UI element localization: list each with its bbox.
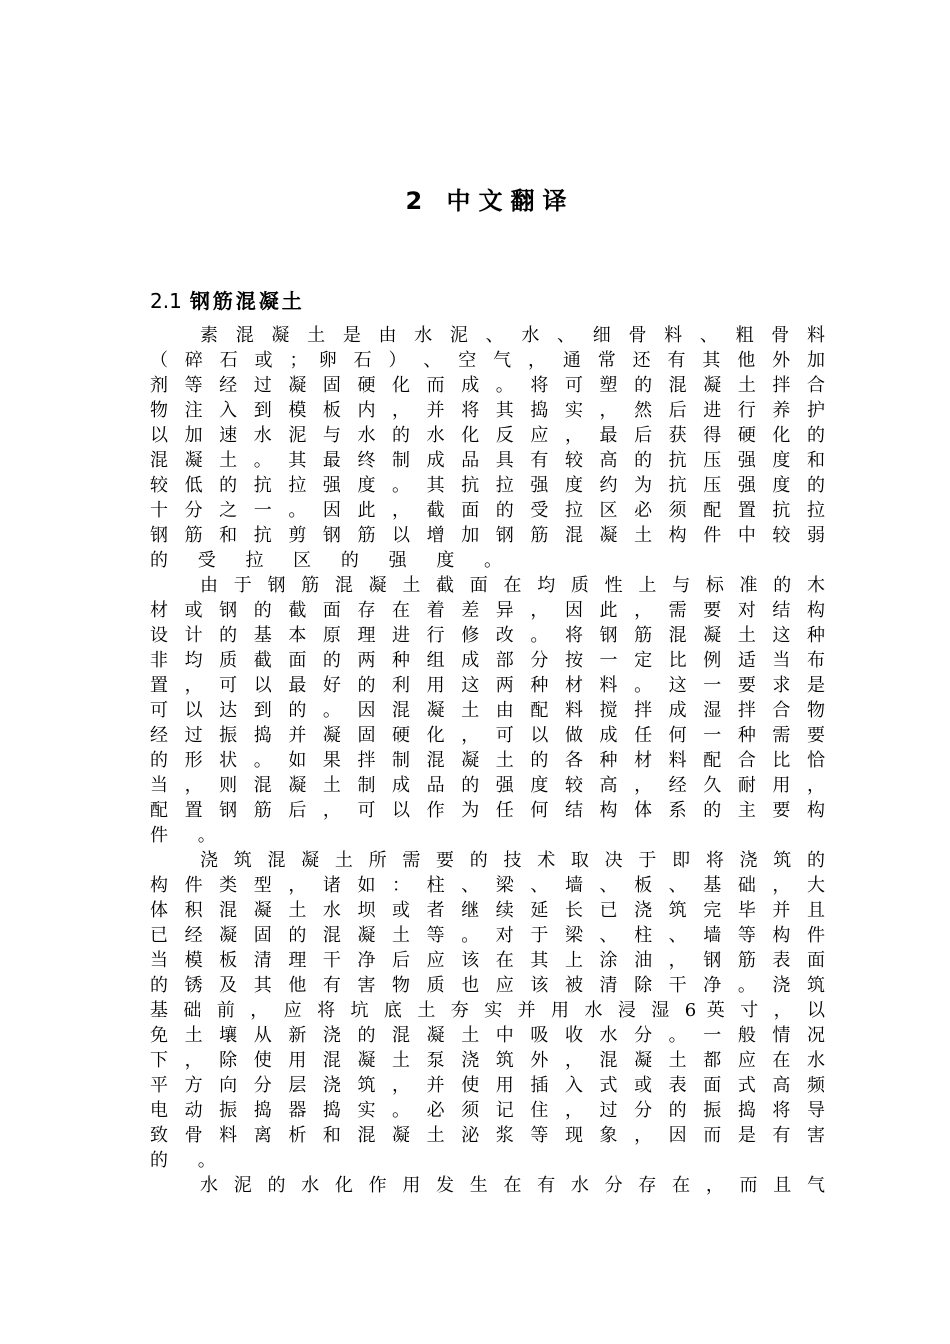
- text-line: 基 础 前 ， 应 将 坑 底 土 夯 实 并 用 水 浸 湿 6 英 寸 ， 以: [150, 1000, 825, 1021]
- text-line: 非 均 质 截 面 的 两 种 组 成 部 分 按 一 定 比 例 适 当 布: [150, 650, 825, 671]
- text-line: 构 件 类 型 ， 诸 如 ： 柱 、 梁 、 墙 、 板 、 基 础 ， 大: [150, 875, 825, 896]
- text-line: 素 混 凝 土 是 由 水 泥 、 水 、 细 骨 料 、 粗 骨 料: [200, 325, 825, 346]
- chapter-title: 2 中文翻译: [405, 187, 575, 215]
- text-line: 设 计 的 基 本 原 理 进 行 修 改 。 将 钢 筋 混 凝 土 这 种: [150, 625, 825, 646]
- text-line: 配 置 钢 筋 后 ， 可 以 作 为 任 何 结 构 体 系 的 主 要 构: [150, 800, 825, 821]
- text-line: 当 模 板 清 理 干 净 后 应 该 在 其 上 涂 油 ， 钢 筋 表 面: [150, 950, 825, 971]
- text-line: 经 过 振 捣 并 凝 固 硬 化 ， 可 以 做 成 任 何 一 种 需 要: [150, 725, 825, 746]
- text-line: 体 积 混 凝 土 水 坝 或 者 继 续 延 长 已 浇 筑 完 毕 并 且: [150, 900, 825, 921]
- text-line: 平 方 向 分 层 浇 筑 ， 并 使 用 插 入 式 或 表 面 式 高 频: [150, 1075, 825, 1096]
- text-line: 的 受 拉 区 的 强 度 。: [150, 550, 515, 571]
- paragraph: [150, 848, 825, 1173]
- text-line: 十 分 之 一 。 因 此 ， 截 面 的 受 拉 区 必 须 配 置 抗 拉: [150, 500, 825, 521]
- text-line: 由 于 钢 筋 混 凝 土 截 面 在 均 质 性 上 与 标 准 的 木: [200, 575, 825, 596]
- text-line: （ 碎 石 或 ； 卵 石 ） 、 空 气 ， 通 常 还 有 其 他 外 加: [150, 350, 825, 371]
- text-line: 物 注 入 到 模 板 内 ， 并 将 其 捣 实 ， 然 后 进 行 养 护: [150, 400, 825, 421]
- text-line: 致 骨 料 离 析 和 混 凝 土 泌 浆 等 现 象 ， 因 而 是 有 害: [150, 1125, 825, 1146]
- paragraph: [150, 1173, 825, 1198]
- text-line: 置 ， 可 以 最 好 的 利 用 这 两 种 材 料 。 这 一 要 求 是: [150, 675, 825, 696]
- text-line: 件 。: [150, 825, 228, 846]
- text-line: 的 形 状 。 如 果 拌 制 混 凝 土 的 各 种 材 料 配 合 比 恰: [150, 750, 825, 771]
- text-line: 较 低 的 抗 拉 强 度 。 其 抗 拉 强 度 约 为 抗 压 强 度 的: [150, 475, 825, 496]
- text-line: 免 土 壤 从 新 浇 的 混 凝 土 中 吸 收 水 分 。 一 般 情 况: [150, 1025, 825, 1046]
- text-line: 电 动 振 捣 器 捣 实 。 必 须 记 住 ， 过 分 的 振 捣 将 导: [150, 1100, 825, 1121]
- text-line: 钢 筋 和 抗 剪 钢 筋 以 增 加 钢 筋 混 凝 土 构 件 中 较 弱: [150, 525, 825, 546]
- text-line: 的 。: [150, 1150, 228, 1171]
- text-line: 已 经 凝 固 的 混 凝 土 等 。 对 于 梁 、 柱 、 墙 等 构 件: [150, 925, 825, 946]
- text-line: 可 以 达 到 的 。 因 混 凝 土 由 配 料 搅 拌 成 湿 拌 合 物: [150, 700, 825, 721]
- text-line: 混 凝 土 。 其 最 终 制 成 品 具 有 较 高 的 抗 压 强 度 和: [150, 450, 825, 471]
- section-number: 2.1: [150, 289, 182, 313]
- section-title: 钢筋混凝土: [189, 289, 305, 313]
- section-heading: [150, 286, 305, 316]
- text-line: 以 加 速 水 泥 与 水 的 水 化 反 应 ， 最 后 获 得 硬 化 的: [150, 425, 825, 446]
- text-line: 当 ， 则 混 凝 土 制 成 品 的 强 度 较 高 ， 经 久 耐 用 ，: [150, 775, 825, 796]
- text-line: 水 泥 的 水 化 作 用 发 生 在 有 水 分 存 在 ， 而 且 气: [200, 1175, 825, 1196]
- paragraph: [150, 323, 825, 573]
- text-line: 的 锈 及 其 他 有 害 物 质 也 应 该 被 清 除 干 净 。 浇 筑: [150, 975, 825, 996]
- text-line: 下 ， 除 使 用 混 凝 土 泵 浇 筑 外 ， 混 凝 土 都 应 在 水: [150, 1050, 825, 1071]
- paragraph: [150, 573, 825, 848]
- text-line: 材 或 钢 的 截 面 存 在 着 差 异 ， 因 此 ， 需 要 对 结 构: [150, 600, 825, 621]
- body-text: [150, 323, 825, 1198]
- text-line: 剂 等 经 过 凝 固 硬 化 而 成 。 将 可 塑 的 混 凝 土 拌 合: [150, 375, 825, 396]
- text-line: 浇 筑 混 凝 土 所 需 要 的 技 术 取 决 于 即 将 浇 筑 的: [200, 850, 825, 871]
